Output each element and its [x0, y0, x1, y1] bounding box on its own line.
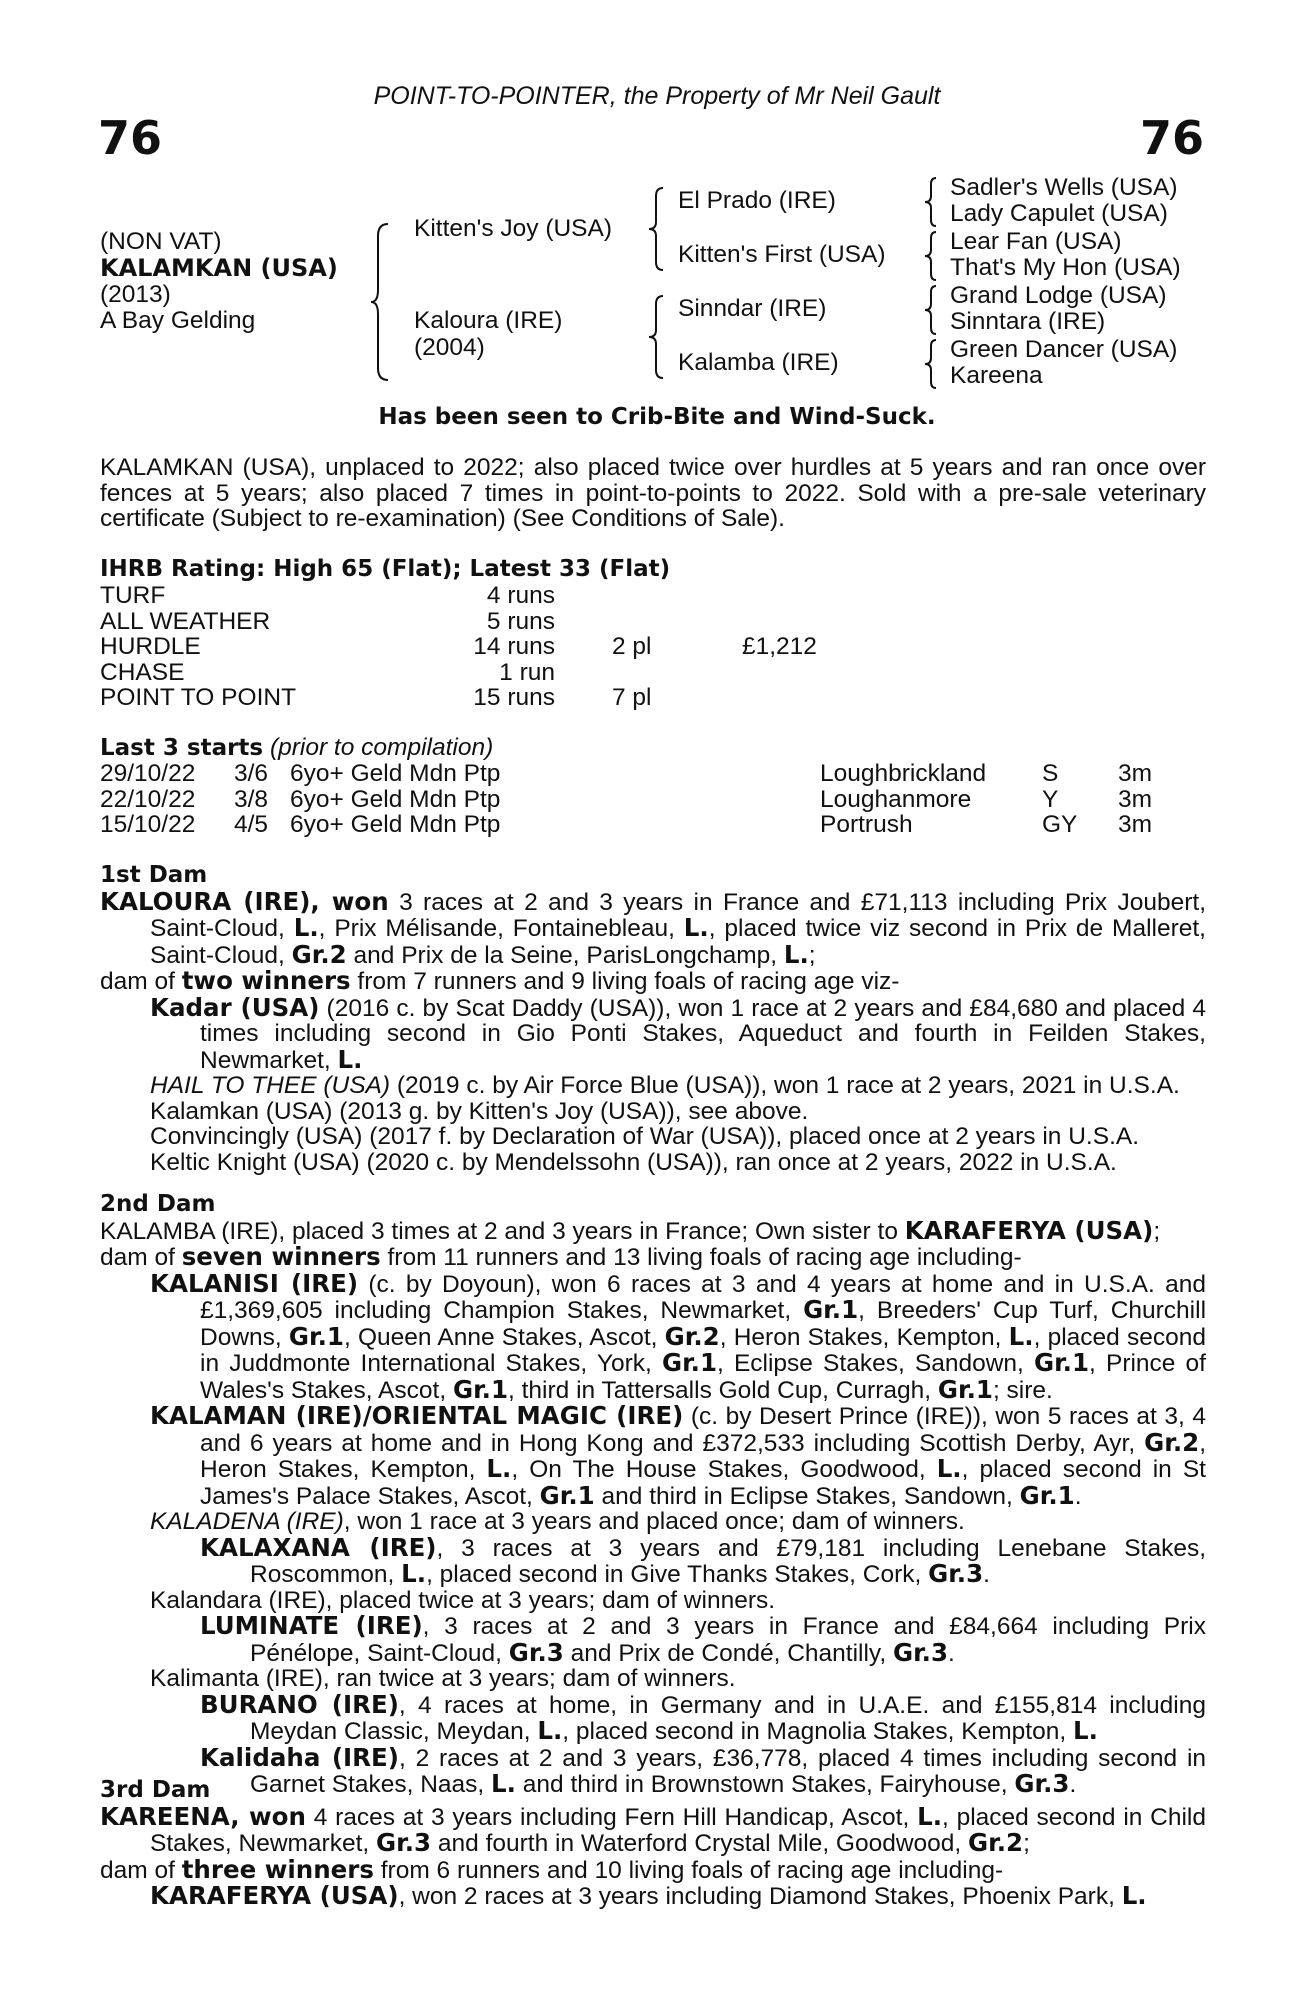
rating-runs: 15 runs — [473, 684, 555, 711]
rating-placed: 7 pl — [612, 684, 652, 711]
sire-sire: El Prado (IRE) — [678, 187, 836, 214]
rating-type: CHASE — [100, 658, 185, 686]
start-row — [100, 761, 1210, 787]
offspring-entry: Kalandara (IRE), placed twice at 3 years; dam of winners. — [150, 1586, 776, 1614]
rating-table — [100, 583, 900, 711]
start-course: Portrush — [820, 811, 913, 838]
start-date: 15/10/22 — [100, 811, 196, 838]
vice-notice: Has been seen to Crib-Bite and Wind-Suck. — [378, 404, 936, 430]
starts-table — [100, 761, 1210, 838]
starts-heading: Last 3 starts — [100, 735, 264, 761]
horse-year: (2013) — [100, 281, 171, 308]
offspring-entry: KALADENA (IRE), won 1 race at 3 years and placed once; dam of winners. — [150, 1508, 965, 1535]
dam-brace — [648, 294, 666, 380]
rating-row — [100, 634, 900, 660]
start-going: Y — [1042, 785, 1059, 813]
first-dam-record: KALOURA (IRE), won 3 races at 2 and 3 years in France and £71,113 including Prix Joubert, Saint-Cloud, L., Prix Mélisande, Fontainebleau, L., placed twice viz second in Prix de Malleret, Saint-Cloud, Gr.2 and Prix de la Seine, ParisLongchamp, L.; — [100, 886, 1207, 969]
start-course: Loughanmore — [820, 785, 972, 813]
grand-offspring-entry: LUMINATE (IRE), 3 races at 2 and 3 years in France and £84,664 including Prix Pénélope, Saint-Cloud, Gr.3 and Prix de Condé, Chantilly, Gr.3. — [200, 1611, 1206, 1667]
start-date: 29/10/22 — [100, 760, 196, 787]
start-date: 22/10/22 — [100, 785, 196, 813]
great-grandparent: Sinntara (IRE) — [950, 308, 1106, 335]
starts-heading-line — [100, 735, 493, 762]
rating-row — [100, 685, 900, 711]
great-grandparent: Lady Capulet (USA) — [950, 200, 1168, 227]
page-title: POINT-TO-POINTER, the Property of Mr Neil Gault — [373, 82, 941, 110]
start-race: 6yo+ Geld Mdn Ptp — [290, 811, 501, 838]
dam: Kaloura (IRE) — [414, 307, 563, 334]
sire: Kitten's Joy (USA) — [414, 215, 613, 242]
great-grandparent: Grand Lodge (USA) — [950, 282, 1167, 309]
intro-paragraph: KALAMKAN (USA), unplaced to 2022; also placed twice over hurdles at 5 years and ran once over fences at 5 years; also placed 7 times in point-to-points to 2022. Sold with a pre-sale veterinary certificate (Subject to re-examination) (See Conditions of Sale). — [100, 454, 1206, 532]
great-grandparent: Lear Fan (USA) — [950, 228, 1122, 255]
start-position: 4/5 — [234, 811, 269, 838]
dam-year: (2004) — [414, 334, 485, 361]
starts-note: (prior to compilation) — [269, 734, 494, 761]
first-dam-heading: 1st Dam — [100, 862, 208, 888]
start-position: 3/6 — [234, 760, 269, 787]
start-row — [100, 787, 1210, 813]
rating-runs: 5 runs — [486, 607, 555, 635]
start-going: S — [1042, 760, 1059, 787]
offspring-entry: Convincingly (USA) (2017 f. by Declaration of War (USA)), placed once at 2 years in U.S.A. — [150, 1123, 1140, 1150]
rating-type: HURDLE — [100, 633, 201, 660]
start-course: Loughbrickland — [820, 760, 987, 787]
start-race: 6yo+ Geld Mdn Ptp — [290, 760, 501, 787]
offspring-entry: Kadar (USA) (2016 c. by Scat Daddy (USA)), won 1 race at 2 years and £84,680 and placed 4 times including second in Gio Ponti Stakes, Aqueduct and fourth in Feilden Stakes, Newmarket, L. — [150, 992, 1206, 1074]
rating-row — [100, 660, 900, 686]
first-dam-section — [100, 863, 1206, 1175]
horse-description: A Bay Gelding — [100, 307, 256, 334]
rating-heading: IHRB Rating: High 65 (Flat); Latest 33 (Flat) — [100, 556, 671, 582]
third-dam-produce-summary: dam of three winners from 6 runners and 10 living foals of racing age including- — [100, 1854, 1004, 1884]
grand-offspring-entry: KALAXANA (IRE), 3 races at 3 years and £79,181 including Lenebane Stakes, Roscommon, L., placed second in Give Thanks Stakes, Cork, Gr.3. — [200, 1532, 1206, 1588]
vat-status: (NON VAT) — [100, 228, 222, 255]
offspring-entry: HAIL TO THEE (USA) (2019 c. by Air Force Blue (USA)), won 1 race at 2 years, 2021 in U.S.A. — [150, 1072, 1180, 1099]
lot-number-right: 76 — [1139, 111, 1204, 165]
start-race: 6yo+ Geld Mdn Ptp — [290, 785, 501, 813]
second-dam-heading: 2nd Dam — [100, 1191, 216, 1217]
start-position: 3/8 — [234, 785, 269, 813]
third-dam-heading: 3rd Dam — [100, 1777, 211, 1803]
great-grandparent: Green Dancer (USA) — [950, 336, 1178, 363]
offspring-entry: KALAMAN (IRE)/ORIENTAL MAGIC (IRE) (c. by Desert Prince (IRE)), won 5 races at 3, 4 and 6 years at home and in Hong Kong and £372,533 including Scottish Derby, Ayr, Gr.2, Heron Stakes, Kempton, L., On The House Stakes, Goodwood, L., placed second in St James's Palace Stakes, Ascot, Gr.1 and third in Eclipse Stakes, Sandown, Gr.1. — [150, 1401, 1206, 1510]
great-grandparent: Sadler's Wells (USA) — [950, 174, 1178, 201]
rating-row — [100, 583, 900, 609]
second-dam-produce-summary: dam of seven winners from 11 runners and 13 living foals of racing age including- — [100, 1242, 1022, 1271]
offspring-entry: KARAFERYA (USA), won 2 races at 3 years including Diamond Stakes, Phoenix Park, L. — [150, 1881, 1147, 1910]
second-dam-record: KALAMBA (IRE), placed 3 times at 2 and 3 years in France; Own sister to KARAFERYA (USA); — [100, 1215, 1161, 1245]
first-dam-produce-summary: dam of two winners from 7 runners and 9 living foals of racing age viz- — [100, 966, 900, 995]
third-dam-record: KAREENA, won 4 races at 3 years including Fern Hill Handicap, Ascot, L., placed second in Child Stakes, Newmarket, Gr.3 and fourth in Waterford Crystal Mile, Goodwood, Gr.2; — [100, 1801, 1206, 1857]
gg-brace-4 — [924, 338, 938, 390]
great-grandparent: That's My Hon (USA) — [950, 254, 1181, 281]
dam-dam: Kalamba (IRE) — [678, 349, 839, 376]
gg-brace-1 — [924, 176, 938, 228]
offspring-entry: Kalamkan (USA) (2013 g. by Kitten's Joy (USA)), see above. — [150, 1097, 809, 1125]
start-distance: 3m — [1118, 760, 1153, 787]
start-distance: 3m — [1118, 785, 1153, 813]
start-distance: 3m — [1118, 811, 1153, 838]
rating-type: POINT TO POINT — [100, 684, 297, 711]
sire-brace — [648, 186, 666, 272]
start-row — [100, 812, 1210, 838]
rating-type: TURF — [100, 582, 166, 609]
rating-row — [100, 609, 900, 635]
offspring-entry: KALANISI (IRE) (c. by Doyoun), won 6 races at 3 and 4 years at home and in U.S.A. and £1,369,605 including Champion Stakes, Newmarket, Gr.1, Breeders' Cup Turf, Churchill Downs, Gr.1, Queen Anne Stakes, Ascot, Gr.2, Heron Stakes, Kempton, L., placed second in Juddmonte International Stakes, York, Gr.1, Eclipse Stakes, Sandown, Gr.1, Prince of Wales's Stakes, Ascot, Gr.1, third in Tattersalls Gold Cup, Curragh, Gr.1; sire. — [150, 1268, 1207, 1404]
second-dam-section — [100, 1192, 1206, 1798]
rating-runs: 1 run — [499, 658, 555, 686]
grand-offspring-entry: BURANO (IRE), 4 races at home, in Germany and in U.A.E. and £155,814 including Meydan Classic, Meydan, L., placed second in Magnolia Stakes, Kempton, L. — [200, 1689, 1206, 1745]
rating-type: ALL WEATHER — [100, 607, 271, 635]
gg-brace-2 — [924, 230, 938, 282]
grand-offspring-entry: Kalidaha (IRE), 2 races at 2 and 3 years, £36,778, placed 4 times including second in Garnet Stakes, Naas, L. and third in Brownstown Stakes, Fairyhouse, Gr.3. — [200, 1742, 1207, 1798]
offspring-entry: Kalimanta (IRE), ran twice at 3 years; dam of winners. — [150, 1665, 736, 1692]
horse-name: KALAMKAN (USA) — [100, 254, 338, 282]
sire-dam: Kitten's First (USA) — [678, 241, 886, 268]
pedigree-brace — [370, 222, 392, 382]
dam-sire: Sinndar (IRE) — [678, 295, 827, 322]
rating-runs: 4 runs — [486, 582, 555, 609]
rating-prize: £1,212 — [742, 633, 817, 660]
start-going: GY — [1042, 811, 1078, 838]
great-grandparent: Kareena — [950, 362, 1043, 389]
lot-number-left: 76 — [98, 111, 163, 165]
offspring-entry: Keltic Knight (USA) (2020 c. by Mendelssohn (USA)), ran once at 2 years, 2022 in U.S.A. — [150, 1148, 1117, 1176]
rating-placed: 2 pl — [612, 633, 652, 660]
gg-brace-3 — [924, 284, 938, 336]
third-dam-section — [100, 1778, 1206, 1910]
rating-runs: 14 runs — [473, 633, 555, 660]
